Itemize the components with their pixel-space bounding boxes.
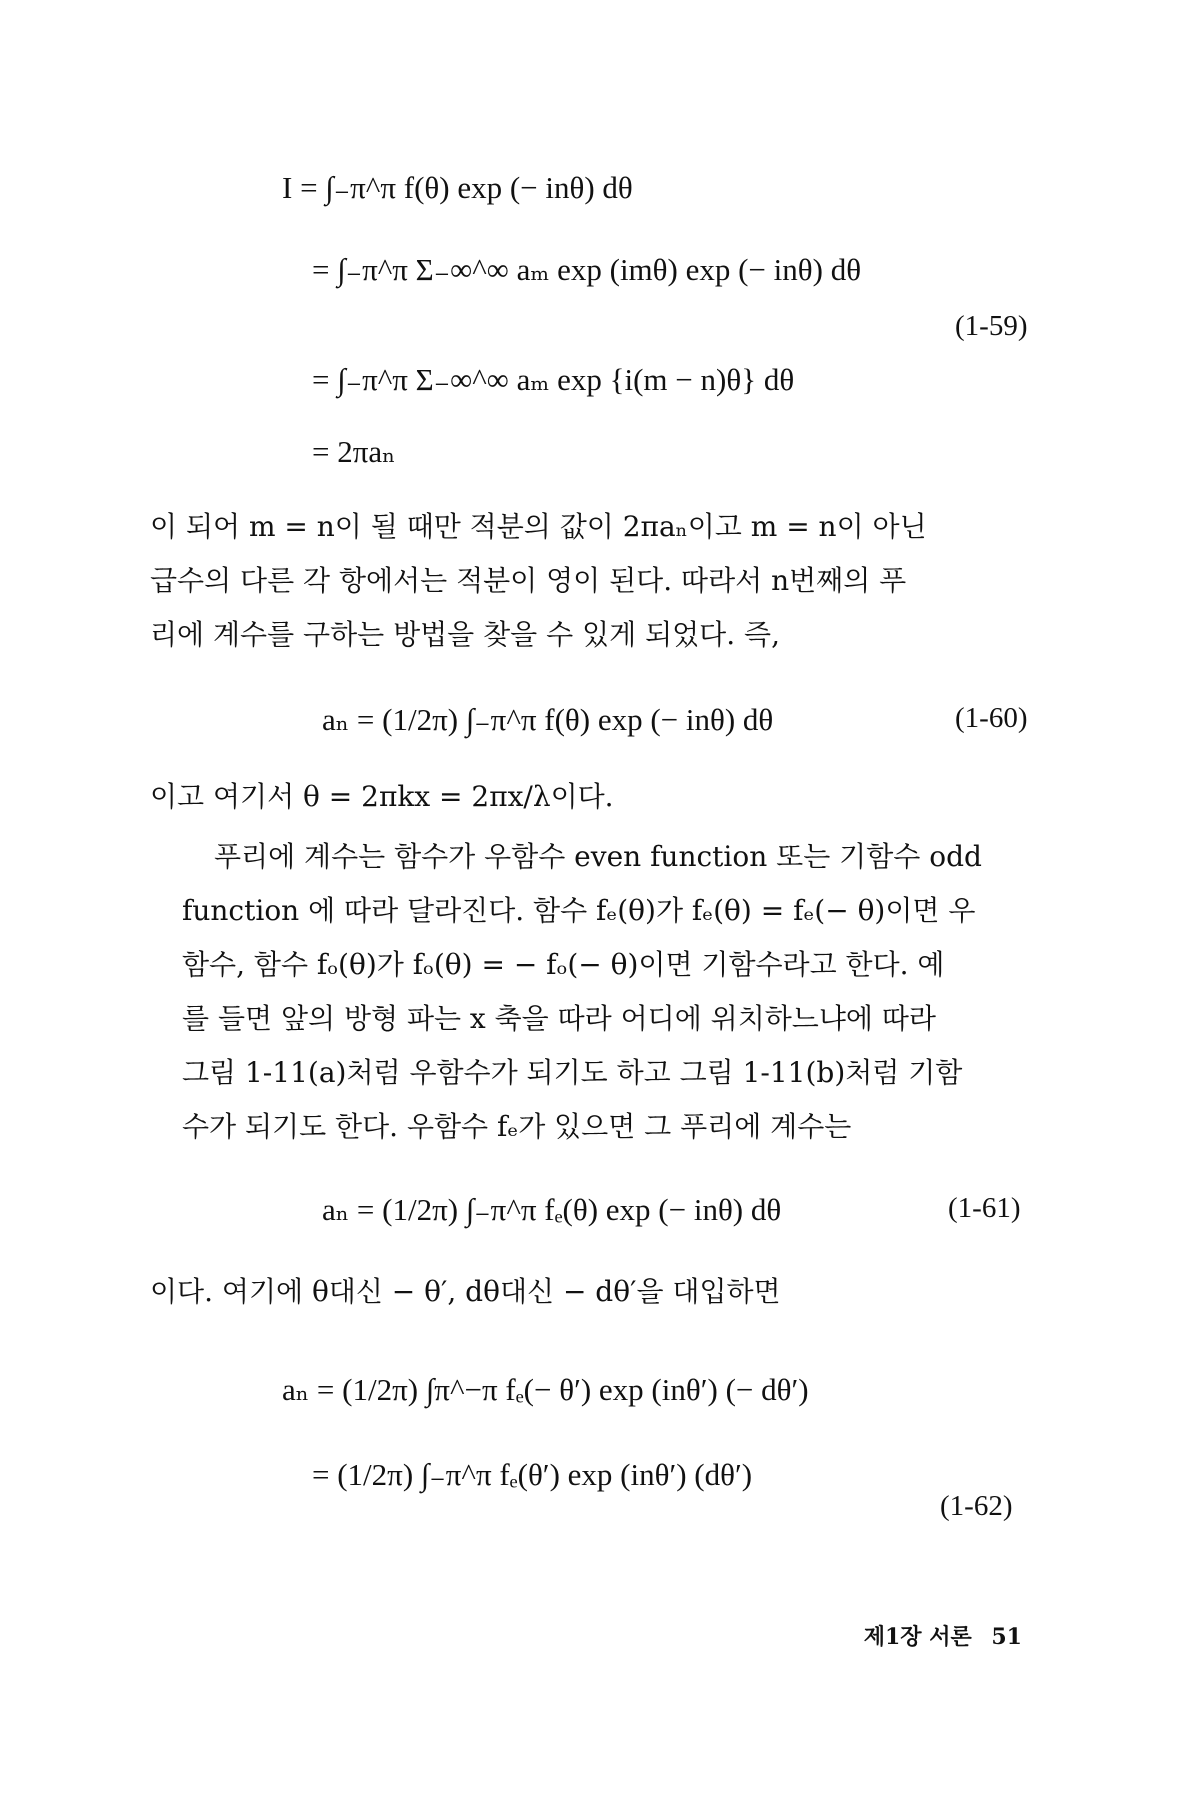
page-footer: [852, 1620, 1022, 1651]
equation-line: I = ∫₋π^π f(θ) exp (− inθ) dθ: [282, 170, 633, 205]
equation-line: aₙ = (1/2π) ∫π^−π fₑ(− θ′) exp (inθ′) (− dθ′): [282, 1372, 809, 1407]
text-line: 수가 되기도 한다. 우함수 fₑ가 있으면 그 푸리에 계수는: [182, 1110, 852, 1143]
equation-line: = 2πaₙ: [312, 434, 396, 469]
text-line: 를 들면 앞의 방형 파는 x 축을 따라 어디에 위치하느냐에 따라: [182, 1002, 936, 1035]
text-line: 함수, 함수 fₒ(θ)가 fₒ(θ) = − fₒ(− θ)이면 기함수라고 한다. 예: [182, 948, 945, 981]
equation-line: aₙ = (1/2π) ∫₋π^π f(θ) exp (− inθ) dθ: [322, 702, 774, 737]
text-line: function 에 따라 달라진다. 함수 fₑ(θ)가 fₑ(θ) = fₑ(− θ)이면 우: [182, 894, 976, 927]
paragraph: [150, 500, 1030, 662]
equation-line: = (1/2π) ∫₋π^π fₑ(θ′) exp (inθ′) (dθ′): [312, 1457, 753, 1492]
paragraph: [150, 1265, 1030, 1319]
equation-number: (1-60): [955, 702, 1028, 734]
page-number: 51: [991, 1624, 1022, 1650]
equation-line: = ∫₋π^π Σ₋∞^∞ aₘ exp {i(m − n)θ} dθ: [312, 362, 795, 397]
equation-number: (1-61): [948, 1192, 1021, 1224]
text-line: 리에 계수를 구하는 방법을 찾을 수 있게 되었다. 즉,: [150, 618, 780, 651]
paragraph: [150, 770, 1030, 824]
text-line: 이다. 여기에 θ대신 − θ′, dθ대신 − dθ′을 대입하면: [150, 1275, 781, 1308]
text-line: 이 되어 m = n이 될 때만 적분의 값이 2πaₙ이고 m = n이 아닌: [150, 510, 927, 543]
equation-line: = ∫₋π^π Σ₋∞^∞ aₘ exp (imθ) exp (− inθ) dθ: [312, 252, 862, 287]
chapter-title: 제1장 서론: [863, 1624, 972, 1650]
text-line: 급수의 다른 각 항에서는 적분이 영이 된다. 따라서 n번째의 푸: [150, 564, 907, 597]
equation-number: (1-59): [955, 310, 1028, 342]
equation-number: (1-62): [940, 1490, 1013, 1522]
text-line: 그림 1-11(a)처럼 우함수가 되기도 하고 그림 1-11(b)처럼 기함: [182, 1056, 963, 1089]
paragraph: [150, 830, 1030, 1154]
text-line: 이고 여기서 θ = 2πkx = 2πx/λ이다.: [150, 780, 614, 813]
text-line: 푸리에 계수는 함수가 우함수 even function 또는 기함수 odd: [214, 840, 982, 873]
equation-line: aₙ = (1/2π) ∫₋π^π fₑ(θ) exp (− inθ) dθ: [322, 1192, 782, 1227]
